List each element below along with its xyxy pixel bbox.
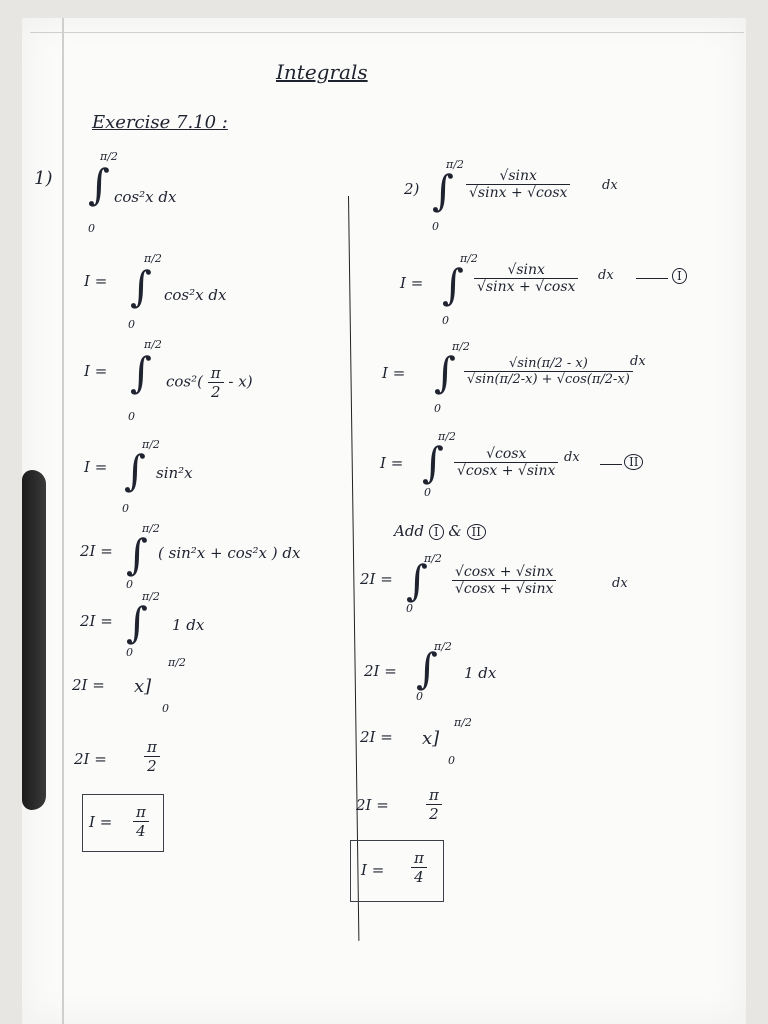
top-rule bbox=[30, 32, 744, 33]
exercise-heading: Exercise 7.10 : bbox=[92, 112, 228, 133]
add-equations-note: Add I & II bbox=[394, 522, 486, 540]
margin-line bbox=[62, 18, 64, 1024]
equation-1-tag: I bbox=[672, 268, 687, 284]
q1-result-box: I = $\frac{\pi}{4}$ bbox=[82, 794, 164, 852]
equation-2-tag: II bbox=[624, 454, 643, 470]
question-2-number: 2) bbox=[404, 180, 420, 198]
page-title: Integrals bbox=[276, 60, 368, 84]
q2-result-box: I = $\frac{\pi}{4}$ bbox=[350, 840, 444, 902]
question-1-number: 1) bbox=[34, 168, 53, 189]
thumb bbox=[22, 470, 46, 810]
